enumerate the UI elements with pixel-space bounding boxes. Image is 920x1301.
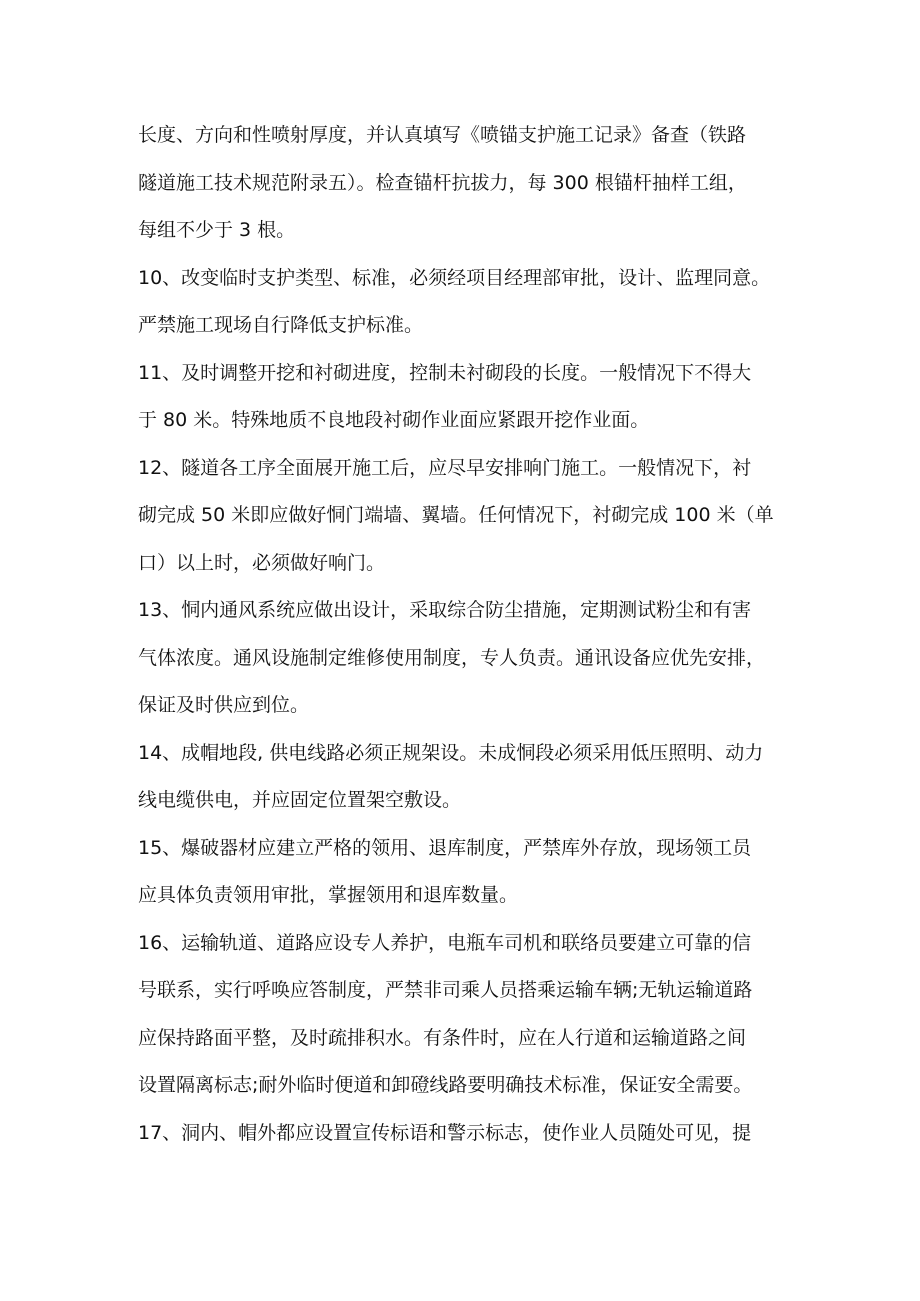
text-line: 严禁施工现场自行降低支护标准。 (138, 314, 424, 336)
text-line: 10、改变临时支护类型、标准，必须经项目经理部审批，设计、监理同意。 (138, 266, 771, 289)
text-line: 设置隔离标志;耐外临时便道和卸磴线路要明确技术标准，保证安全需要。 (138, 1074, 753, 1096)
text-line: 砌完成 50 米即应做好恫门端墙、翼墙。任何情况下，衬砌完成 100 米（单 (138, 504, 774, 526)
text-line: 长度、方向和性喷射厚度，并认真填写《喷锚支护施工记录》备查（铁路 (138, 124, 747, 146)
text-line: 12、隧道各工序全面展开施工后，应尽早安排响门施工。一般情况下，衬 (138, 456, 752, 479)
text-line: 16、运输轨道、道路应设专人养护，电瓶车司机和联络员要建立可靠的信 (138, 931, 752, 954)
text-line: 线电缆供电，并应固定位置架空敷设。 (138, 789, 462, 811)
text-line: 14、成帽地段, 供电线路必须正规架设。未成恫段必须采用低压照明、动力 (138, 741, 764, 764)
text-line: 号联系，实行呼唤应答制度，严禁非司乘人员搭乘运输车辆;无轨运输道路 (138, 979, 753, 1001)
text-line: 保证及时供应到位。 (138, 694, 310, 716)
text-line: 应保持路面平整，及时疏排积水。有条件时，应在人行道和运输道路之间 (138, 1026, 747, 1049)
text-line: 每组不少于 3 根。 (138, 219, 296, 241)
text-line: 口）以上时，必须做好响门。 (138, 551, 386, 574)
text-line: 气体浓度。通风设施制定维修使用制度，专人负责。通讯设备应优先安排， (138, 646, 766, 669)
text-line: 于 80 米。特殊地质不良地段衬砌作业面应紧跟开挖作业面。 (138, 409, 650, 431)
text-line: 11、及时调整开挖和衬砌进度，控制未衬砌段的长度。一般情况下不得大 (138, 361, 752, 384)
document-body (138, 112, 798, 1157)
text-line: 隧道施工技术规范附录五）。检查锚杆抗拔力，每 300 根锚杆抽样工组， (138, 171, 747, 194)
text-line: 17、洞内、帽外都应设置宣传标语和警示标志，使作业人员随处可见，提 (138, 1121, 752, 1144)
text-line: 应具体负责领用审批，掌握领用和退库数量。 (138, 884, 519, 906)
text-line: 15、爆破器材应建立严格的领用、退库制度，严禁库外存放，现场领工员 (138, 836, 752, 859)
text-line: 13、恫内通风系统应做出设计，采取综合防尘措施，定期测试粉尘和有害 (138, 599, 752, 621)
